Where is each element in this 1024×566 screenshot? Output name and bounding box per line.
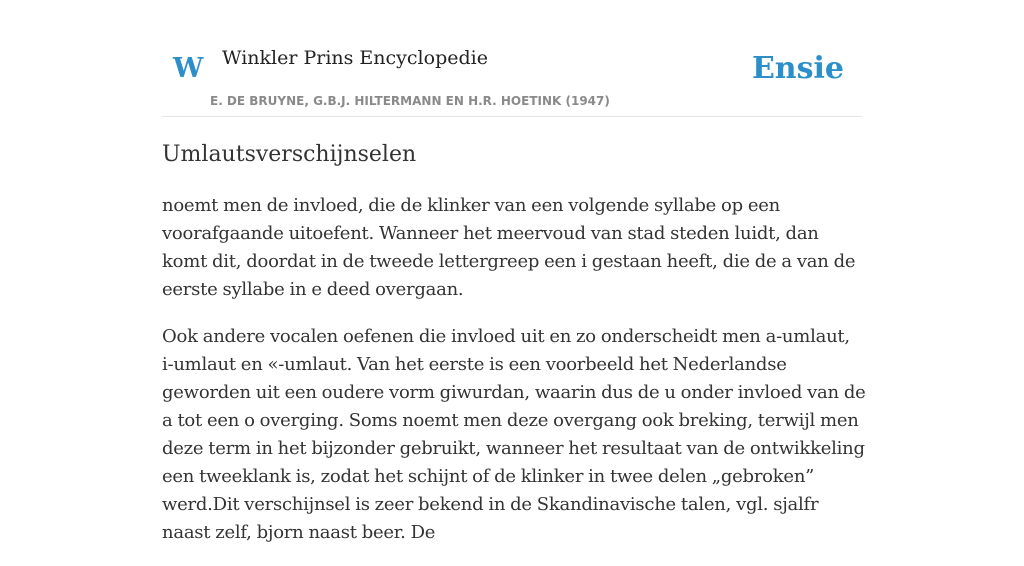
article-title: Umlautsverschijnselen [162, 142, 417, 167]
winkler-prins-logo[interactable]: W [173, 53, 204, 84]
publication-title[interactable]: Winkler Prins Encyclopedie [222, 47, 488, 69]
ensie-brand-logo[interactable]: Ensie [751, 51, 844, 86]
publication-authors: E. DE BRUYNE, G.B.J. HILTERMANN EN H.R. HOETINK (1947) [210, 94, 610, 108]
article-body [162, 192, 866, 566]
article-paragraph: noemt men de invloed, die de klinker van een volgende syllabe op een voorafgaande uitoefent. Wanneer het meervoud van stad steden luidt, dan komt dit, doordat in de tweede lettergreep een i gestaan heeft, die de a van de eerste syllabe in e deed overgaan. [162, 195, 856, 300]
article-paragraph: Ook andere vocalen oefenen die invloed uit en zo onderscheidt men a-umlaut, i-umlaut en «-umlaut. Van het eerste is een voorbeeld het Nederlandse geworden uit een oudere vorm giwurdan, waarin dus de u onder invloed van de a tot een o overging. Soms noemt men deze overgang ook breking, terwijl men deze term in het bijzonder gebruikt, wanneer het resultaat van de ontwikkeling een tweeklank is, zodat het schijnt of de klinker in twee delen „gebroken” werd.Dit verschijnsel is zeer bekend in de Skandinavische talen, vgl. sjalfr naast zelf, bjorn naast beer. De [162, 326, 866, 543]
publication-header [162, 0, 862, 117]
